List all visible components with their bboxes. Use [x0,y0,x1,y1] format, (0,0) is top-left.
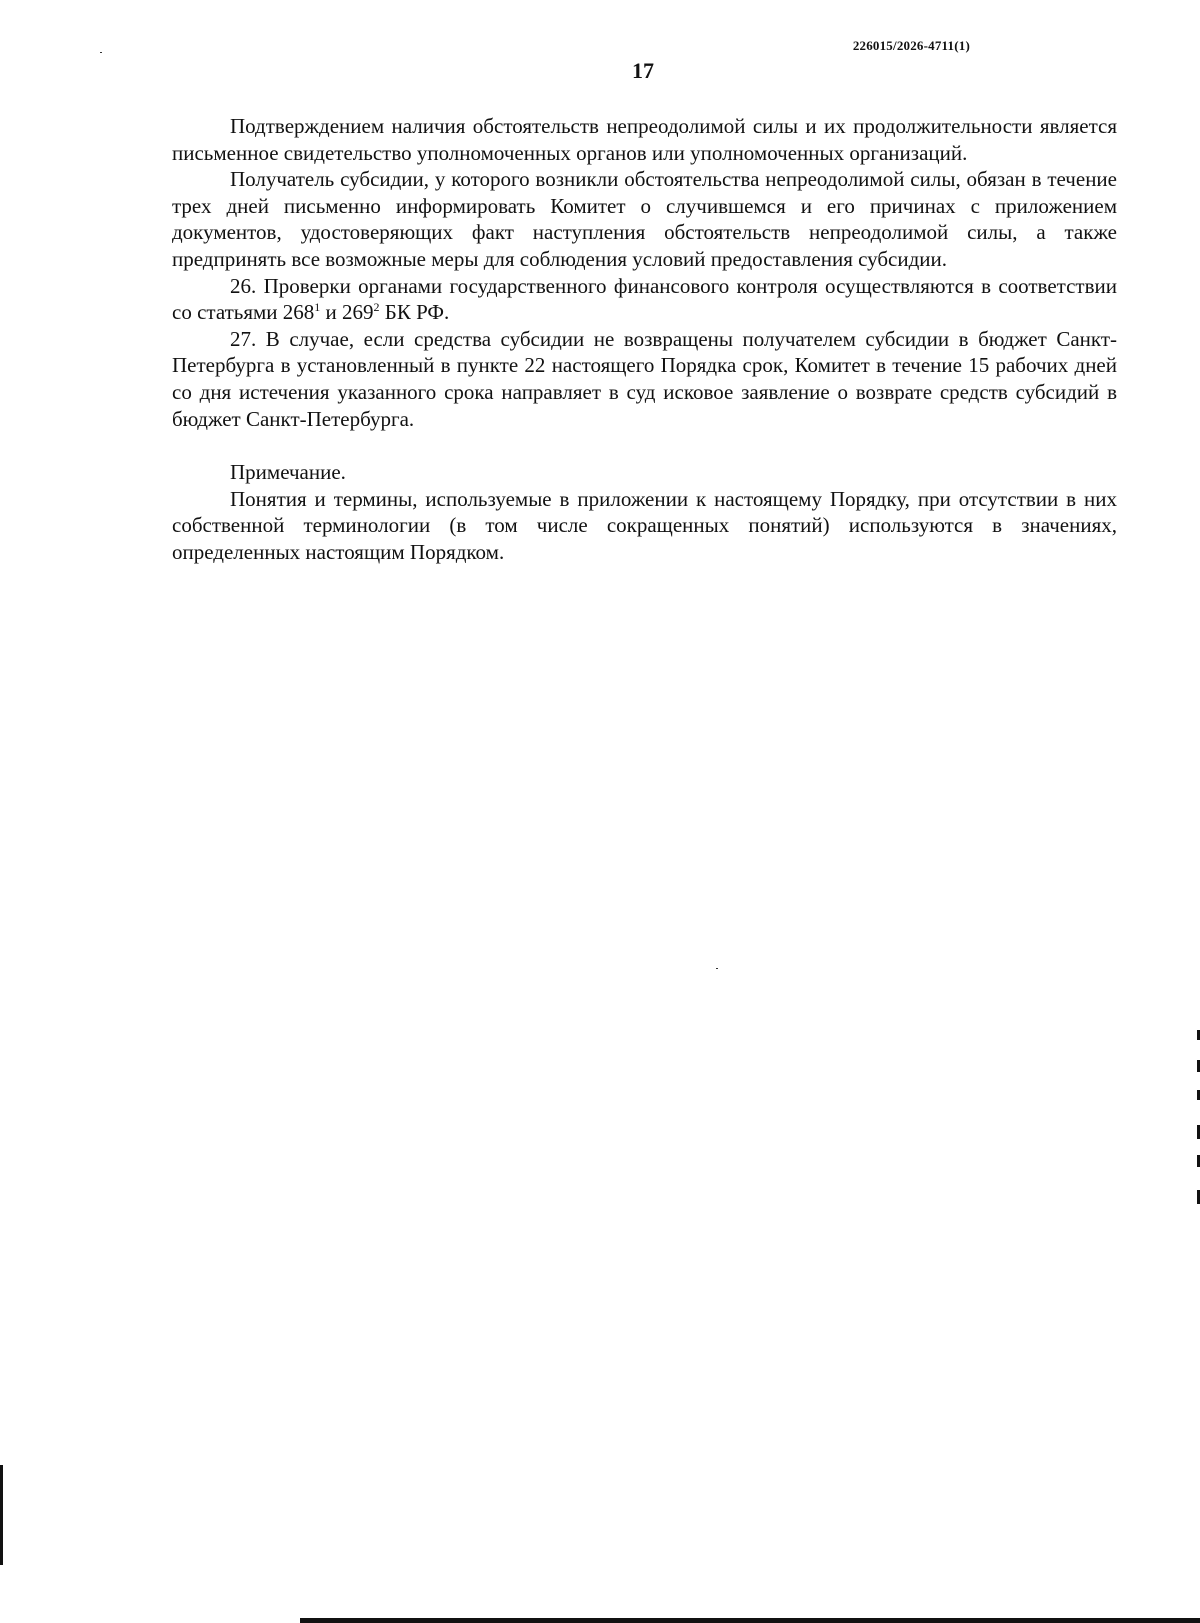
document-body [172,113,1117,566]
paragraph-26-text-middle: и 269 [320,300,374,325]
document-registration-number: 226015/2026-4711(1) [852,38,970,53]
paragraph-27-subsidy-return: 27. В случае, если средства субсидии не возвращены получателем субсидии в бюджет Санкт-Петербурга в установленный в пункте 22 настоящего Порядка срок, Комитет в течение 15 рабочих дней со дня истечения указанного срока направляет в суд исковое заявление о возврате средств субсидий в бюджет Санкт-Петербурга. [172,326,1117,431]
scan-bottom-border [300,1618,1200,1623]
note-heading: Примечание. [230,460,346,485]
scan-speck [100,52,102,53]
scan-edge-mark [0,1465,3,1565]
paragraph-26-text-start: 26. Проверки органами государственного финансового контроля осуществляются в соответствии со статьями 268 [172,273,1117,325]
paragraph-force-majeure-confirmation: Подтверждением наличия обстоятельств непреодолимой силы и их продолжительности является письменное свидетельство уполномоченных органов или уполномоченных организаций. [172,114,1117,165]
paragraph-spacer [172,432,1117,459]
scan-speck [716,968,718,969]
paragraph-26-text-end: БК РФ. [379,300,450,325]
page-number: 17 [632,58,654,83]
article-superscript-2: 2 [373,300,380,315]
paragraph-recipient-obligations: Получатель субсидии, у которого возникли обстоятельства непреодолимой силы, обязан в течение трех дней письменно информировать Комитет о случившемся и его причинах с приложением документов, удостоверяющих факт наступления обстоятельств непреодолимой силы, а также предпринять все возможные меры для соблюдения условий предоставления субсидии. [172,167,1117,271]
note-text: Понятия и термины, используемые в приложении к настоящему Порядку, при отсутствии в них собственной терминологии (в том числе сокращенных понятий) используются в значениях, определенных настоящим Порядком. [172,486,1117,564]
article-superscript-1: 1 [314,300,321,315]
paragraph-26-state-financial-control [172,273,1117,326]
